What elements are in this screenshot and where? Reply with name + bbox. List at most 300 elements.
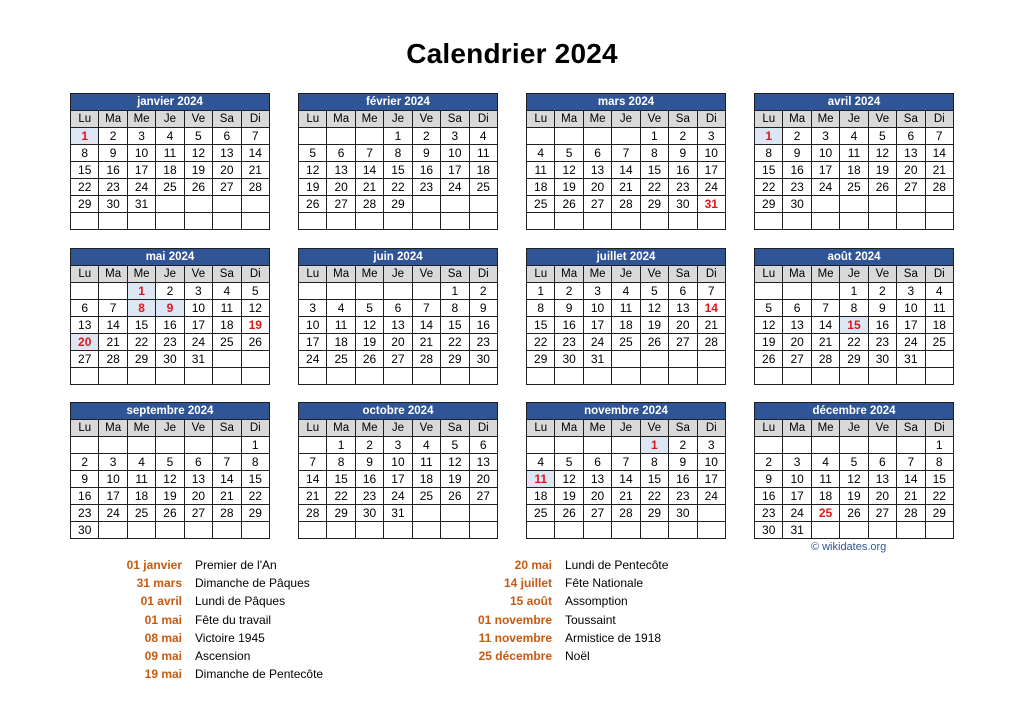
week-row — [299, 162, 498, 179]
day-cell: 29 — [441, 351, 469, 368]
day-cell: 13 — [184, 471, 212, 488]
day-cell: 29 — [327, 505, 355, 522]
weekday-header: Di — [241, 420, 269, 437]
weekday-header: Di — [697, 111, 725, 128]
day-cell — [640, 522, 668, 539]
month-calendar — [526, 402, 726, 539]
month-calendar — [754, 93, 954, 230]
day-cell: 9 — [755, 471, 783, 488]
day-cell — [156, 368, 184, 385]
week-row — [755, 471, 954, 488]
week-row — [299, 334, 498, 351]
day-cell — [71, 437, 99, 454]
day-cell: 22 — [241, 488, 269, 505]
day-cell: 7 — [897, 454, 925, 471]
holiday-name: Fête Nationale — [565, 576, 644, 591]
day-cell: 5 — [441, 437, 469, 454]
week-row — [299, 471, 498, 488]
day-cell — [811, 368, 839, 385]
day-cell: 27 — [71, 351, 99, 368]
day-cell: 21 — [355, 179, 383, 196]
day-cell — [241, 522, 269, 539]
day-cell — [840, 213, 868, 230]
day-cell: 29 — [241, 505, 269, 522]
day-cell — [840, 368, 868, 385]
day-cell: 1 — [840, 283, 868, 300]
day-cell: 9 — [555, 300, 583, 317]
day-cell: 13 — [783, 317, 811, 334]
week-row — [527, 196, 726, 213]
day-cell: 1 — [327, 437, 355, 454]
day-cell: 15 — [327, 471, 355, 488]
week-row — [527, 128, 726, 145]
day-cell: 20 — [71, 334, 99, 351]
day-cell: 30 — [669, 196, 697, 213]
day-cell: 4 — [811, 454, 839, 471]
week-row — [527, 437, 726, 454]
week-row — [755, 488, 954, 505]
day-cell: 1 — [384, 128, 412, 145]
weekday-header: Lu — [527, 266, 555, 283]
weekday-header: Ma — [783, 266, 811, 283]
day-cell: 4 — [127, 454, 155, 471]
day-cell: 8 — [384, 145, 412, 162]
holiday-date: 01 avril — [140, 594, 182, 609]
holiday-date: 08 mai — [144, 630, 182, 645]
week-row — [71, 128, 270, 145]
day-cell: 25 — [811, 505, 839, 522]
day-cell — [127, 522, 155, 539]
day-cell: 22 — [755, 179, 783, 196]
day-cell — [355, 522, 383, 539]
day-cell — [127, 437, 155, 454]
day-cell: 13 — [213, 145, 241, 162]
day-cell — [156, 213, 184, 230]
day-cell: 15 — [640, 471, 668, 488]
day-cell: 16 — [669, 162, 697, 179]
day-cell: 10 — [697, 454, 725, 471]
weekday-header: Me — [583, 266, 611, 283]
day-cell: 7 — [811, 300, 839, 317]
day-cell: 29 — [384, 196, 412, 213]
day-cell: 20 — [669, 317, 697, 334]
day-cell: 2 — [156, 283, 184, 300]
day-cell: 10 — [811, 145, 839, 162]
week-row — [755, 283, 954, 300]
weekday-header: Di — [697, 266, 725, 283]
holiday-name: Assomption — [565, 594, 628, 609]
month-calendar — [70, 402, 270, 539]
holiday-row — [430, 647, 668, 665]
day-cell: 5 — [755, 300, 783, 317]
day-cell: 31 — [783, 522, 811, 539]
day-cell: 17 — [697, 471, 725, 488]
day-cell: 7 — [612, 145, 640, 162]
day-cell: 29 — [640, 196, 668, 213]
weekday-header: Me — [811, 111, 839, 128]
month-calendar — [754, 402, 954, 539]
weekday-header: Sa — [441, 420, 469, 437]
day-cell: 30 — [71, 522, 99, 539]
day-cell — [412, 196, 440, 213]
day-cell: 4 — [840, 128, 868, 145]
day-cell: 5 — [840, 454, 868, 471]
day-cell: 23 — [71, 505, 99, 522]
day-cell: 2 — [412, 128, 440, 145]
day-cell — [755, 283, 783, 300]
holiday-date: 20 mai — [514, 558, 552, 572]
day-cell — [327, 283, 355, 300]
day-cell: 20 — [583, 488, 611, 505]
weekday-header: Ve — [868, 266, 896, 283]
day-cell: 11 — [156, 145, 184, 162]
day-cell: 23 — [669, 179, 697, 196]
weekday-header: Je — [612, 420, 640, 437]
day-cell: 27 — [384, 351, 412, 368]
day-cell: 9 — [156, 300, 184, 317]
holiday-date: 01 janvier — [126, 558, 182, 572]
week-row — [71, 522, 270, 539]
day-cell — [241, 368, 269, 385]
day-cell: 26 — [355, 351, 383, 368]
day-cell: 1 — [241, 437, 269, 454]
weekday-header: Lu — [755, 420, 783, 437]
day-cell: 16 — [156, 317, 184, 334]
day-cell: 12 — [840, 471, 868, 488]
weekday-header: Me — [355, 420, 383, 437]
day-cell: 6 — [868, 454, 896, 471]
weekday-header: Me — [811, 266, 839, 283]
day-cell: 6 — [583, 145, 611, 162]
month-title: décembre 2024 — [755, 403, 954, 420]
copyright-icon: © — [811, 541, 820, 553]
week-row — [71, 351, 270, 368]
day-cell: 22 — [441, 334, 469, 351]
day-cell: 28 — [99, 351, 127, 368]
day-cell: 16 — [783, 162, 811, 179]
day-cell: 28 — [299, 505, 327, 522]
day-cell — [811, 283, 839, 300]
weekday-header: Sa — [669, 266, 697, 283]
day-cell: 26 — [840, 505, 868, 522]
weekday-header: Sa — [213, 266, 241, 283]
weekday-header: Je — [384, 420, 412, 437]
day-cell — [299, 437, 327, 454]
holiday-date: 09 mai — [144, 649, 182, 664]
weekday-header: Me — [355, 111, 383, 128]
week-row — [527, 145, 726, 162]
day-cell: 27 — [213, 179, 241, 196]
day-cell: 13 — [669, 300, 697, 317]
week-row — [71, 334, 270, 351]
day-cell: 18 — [469, 162, 497, 179]
day-cell: 26 — [184, 179, 212, 196]
day-cell: 18 — [156, 162, 184, 179]
weekday-header: Sa — [441, 111, 469, 128]
day-cell: 31 — [127, 196, 155, 213]
week-row — [71, 368, 270, 385]
day-cell: 27 — [469, 488, 497, 505]
week-row — [527, 505, 726, 522]
week-row — [299, 213, 498, 230]
holiday-name: Armistice de 1918 — [565, 630, 662, 645]
weekday-header: Me — [583, 111, 611, 128]
day-cell: 23 — [868, 334, 896, 351]
weekday-header: Ma — [99, 111, 127, 128]
day-cell — [127, 213, 155, 230]
day-cell: 5 — [156, 454, 184, 471]
day-cell: 21 — [925, 162, 953, 179]
day-cell — [583, 368, 611, 385]
day-cell: 24 — [99, 505, 127, 522]
holiday-row — [430, 574, 668, 592]
weekday-header: Ma — [783, 111, 811, 128]
week-row — [71, 317, 270, 334]
week-row — [527, 454, 726, 471]
week-row — [527, 334, 726, 351]
day-cell — [71, 213, 99, 230]
weekday-header: Di — [469, 111, 497, 128]
day-cell — [669, 351, 697, 368]
day-cell: 29 — [71, 196, 99, 213]
weekday-header: Lu — [299, 111, 327, 128]
month-calendar — [526, 248, 726, 385]
credit-text: wikidates.org — [822, 541, 887, 553]
day-cell: 16 — [669, 471, 697, 488]
day-cell: 27 — [583, 196, 611, 213]
day-cell: 25 — [840, 179, 868, 196]
weekday-header: Ve — [184, 111, 212, 128]
day-cell: 5 — [355, 300, 383, 317]
day-cell: 13 — [384, 317, 412, 334]
day-cell: 30 — [755, 522, 783, 539]
day-cell: 8 — [527, 300, 555, 317]
day-cell — [612, 213, 640, 230]
day-cell — [868, 437, 896, 454]
day-cell — [469, 505, 497, 522]
day-cell: 8 — [71, 145, 99, 162]
week-row — [527, 471, 726, 488]
day-cell — [868, 196, 896, 213]
day-cell: 14 — [412, 317, 440, 334]
weekday-header: Lu — [755, 266, 783, 283]
day-cell: 8 — [925, 454, 953, 471]
weekday-header: Sa — [213, 420, 241, 437]
day-cell: 21 — [697, 317, 725, 334]
day-cell: 24 — [697, 488, 725, 505]
day-cell: 16 — [99, 162, 127, 179]
day-cell: 23 — [669, 488, 697, 505]
day-cell — [412, 505, 440, 522]
day-cell: 18 — [612, 317, 640, 334]
day-cell: 14 — [213, 471, 241, 488]
week-row — [71, 179, 270, 196]
day-cell — [441, 368, 469, 385]
page-title: Calendrier 2024 — [406, 38, 618, 69]
day-cell: 28 — [925, 179, 953, 196]
day-cell: 10 — [441, 145, 469, 162]
day-cell: 12 — [868, 145, 896, 162]
day-cell: 30 — [555, 351, 583, 368]
day-cell — [527, 128, 555, 145]
weekday-header: Ma — [99, 420, 127, 437]
day-cell: 12 — [355, 317, 383, 334]
day-cell — [327, 128, 355, 145]
day-cell: 31 — [184, 351, 212, 368]
day-cell: 2 — [469, 283, 497, 300]
day-cell: 1 — [441, 283, 469, 300]
day-cell — [355, 213, 383, 230]
day-cell: 15 — [527, 317, 555, 334]
week-row — [299, 283, 498, 300]
day-cell — [241, 351, 269, 368]
credit[interactable] — [811, 541, 886, 553]
weekday-header: Ma — [99, 266, 127, 283]
day-cell: 23 — [469, 334, 497, 351]
day-cell — [469, 213, 497, 230]
day-cell: 9 — [783, 145, 811, 162]
weekday-header: Ma — [327, 111, 355, 128]
day-cell — [327, 522, 355, 539]
day-cell: 28 — [355, 196, 383, 213]
week-row — [755, 162, 954, 179]
week-row — [299, 128, 498, 145]
day-cell: 12 — [555, 162, 583, 179]
day-cell: 30 — [469, 351, 497, 368]
day-cell — [897, 368, 925, 385]
day-cell: 22 — [640, 179, 668, 196]
weekday-header: Lu — [71, 420, 99, 437]
day-cell: 24 — [897, 334, 925, 351]
day-cell: 8 — [327, 454, 355, 471]
day-cell: 10 — [299, 317, 327, 334]
day-cell: 2 — [669, 437, 697, 454]
day-cell: 26 — [241, 334, 269, 351]
weekday-header: Lu — [71, 111, 99, 128]
day-cell: 30 — [868, 351, 896, 368]
day-cell: 14 — [299, 471, 327, 488]
day-cell: 11 — [925, 300, 953, 317]
weekday-header: Di — [697, 420, 725, 437]
month-calendar — [298, 93, 498, 230]
day-cell — [811, 437, 839, 454]
day-cell: 17 — [99, 488, 127, 505]
day-cell: 27 — [669, 334, 697, 351]
day-cell: 12 — [184, 145, 212, 162]
day-cell: 29 — [127, 351, 155, 368]
week-row — [299, 488, 498, 505]
day-cell: 19 — [441, 471, 469, 488]
day-cell — [583, 437, 611, 454]
day-cell: 26 — [555, 505, 583, 522]
day-cell: 4 — [527, 145, 555, 162]
day-cell: 28 — [213, 505, 241, 522]
day-cell: 25 — [527, 505, 555, 522]
day-cell: 17 — [299, 334, 327, 351]
holiday-name: Fête du travail — [195, 612, 272, 627]
day-cell: 11 — [412, 454, 440, 471]
day-cell: 16 — [555, 317, 583, 334]
week-row — [755, 213, 954, 230]
day-cell: 6 — [327, 145, 355, 162]
day-cell — [355, 368, 383, 385]
day-cell: 27 — [327, 196, 355, 213]
day-cell: 1 — [925, 437, 953, 454]
day-cell: 11 — [213, 300, 241, 317]
day-cell: 12 — [241, 300, 269, 317]
day-cell — [755, 213, 783, 230]
day-cell: 19 — [555, 488, 583, 505]
day-cell — [213, 196, 241, 213]
day-cell: 18 — [412, 471, 440, 488]
day-cell — [213, 522, 241, 539]
day-cell: 15 — [755, 162, 783, 179]
day-cell: 15 — [241, 471, 269, 488]
day-cell — [299, 283, 327, 300]
week-row — [755, 179, 954, 196]
day-cell: 1 — [640, 437, 668, 454]
day-cell: 18 — [527, 488, 555, 505]
weekday-header: Me — [811, 420, 839, 437]
day-cell — [897, 437, 925, 454]
month-calendar — [298, 248, 498, 385]
day-cell: 1 — [71, 128, 99, 145]
day-cell: 17 — [897, 317, 925, 334]
day-cell — [299, 128, 327, 145]
day-cell: 2 — [71, 454, 99, 471]
day-cell: 5 — [184, 128, 212, 145]
day-cell: 5 — [640, 283, 668, 300]
day-cell: 21 — [811, 334, 839, 351]
day-cell: 16 — [868, 317, 896, 334]
day-cell: 14 — [241, 145, 269, 162]
holiday-list-left — [60, 556, 323, 683]
day-cell: 6 — [669, 283, 697, 300]
day-cell: 29 — [755, 196, 783, 213]
holiday-name: Victoire 1945 — [195, 630, 265, 645]
day-cell: 7 — [299, 454, 327, 471]
day-cell: 15 — [441, 317, 469, 334]
day-cell: 3 — [897, 283, 925, 300]
weekday-header: Sa — [213, 111, 241, 128]
day-cell — [555, 437, 583, 454]
day-cell: 10 — [384, 454, 412, 471]
day-cell: 5 — [555, 454, 583, 471]
day-cell: 23 — [412, 179, 440, 196]
weekday-header: Ve — [640, 111, 668, 128]
day-cell: 13 — [868, 471, 896, 488]
day-cell: 6 — [783, 300, 811, 317]
day-cell: 2 — [669, 128, 697, 145]
day-cell: 2 — [99, 128, 127, 145]
day-cell: 10 — [184, 300, 212, 317]
day-cell — [441, 522, 469, 539]
week-row — [299, 522, 498, 539]
weekday-header: Ma — [783, 420, 811, 437]
day-cell — [527, 522, 555, 539]
weekday-header: Ma — [327, 266, 355, 283]
day-cell: 27 — [184, 505, 212, 522]
day-cell: 30 — [669, 505, 697, 522]
day-cell — [669, 522, 697, 539]
day-cell — [811, 196, 839, 213]
day-cell — [755, 437, 783, 454]
day-cell: 20 — [868, 488, 896, 505]
holiday-date: 31 mars — [136, 576, 182, 591]
day-cell: 19 — [868, 162, 896, 179]
day-cell: 26 — [441, 488, 469, 505]
day-cell: 18 — [840, 162, 868, 179]
